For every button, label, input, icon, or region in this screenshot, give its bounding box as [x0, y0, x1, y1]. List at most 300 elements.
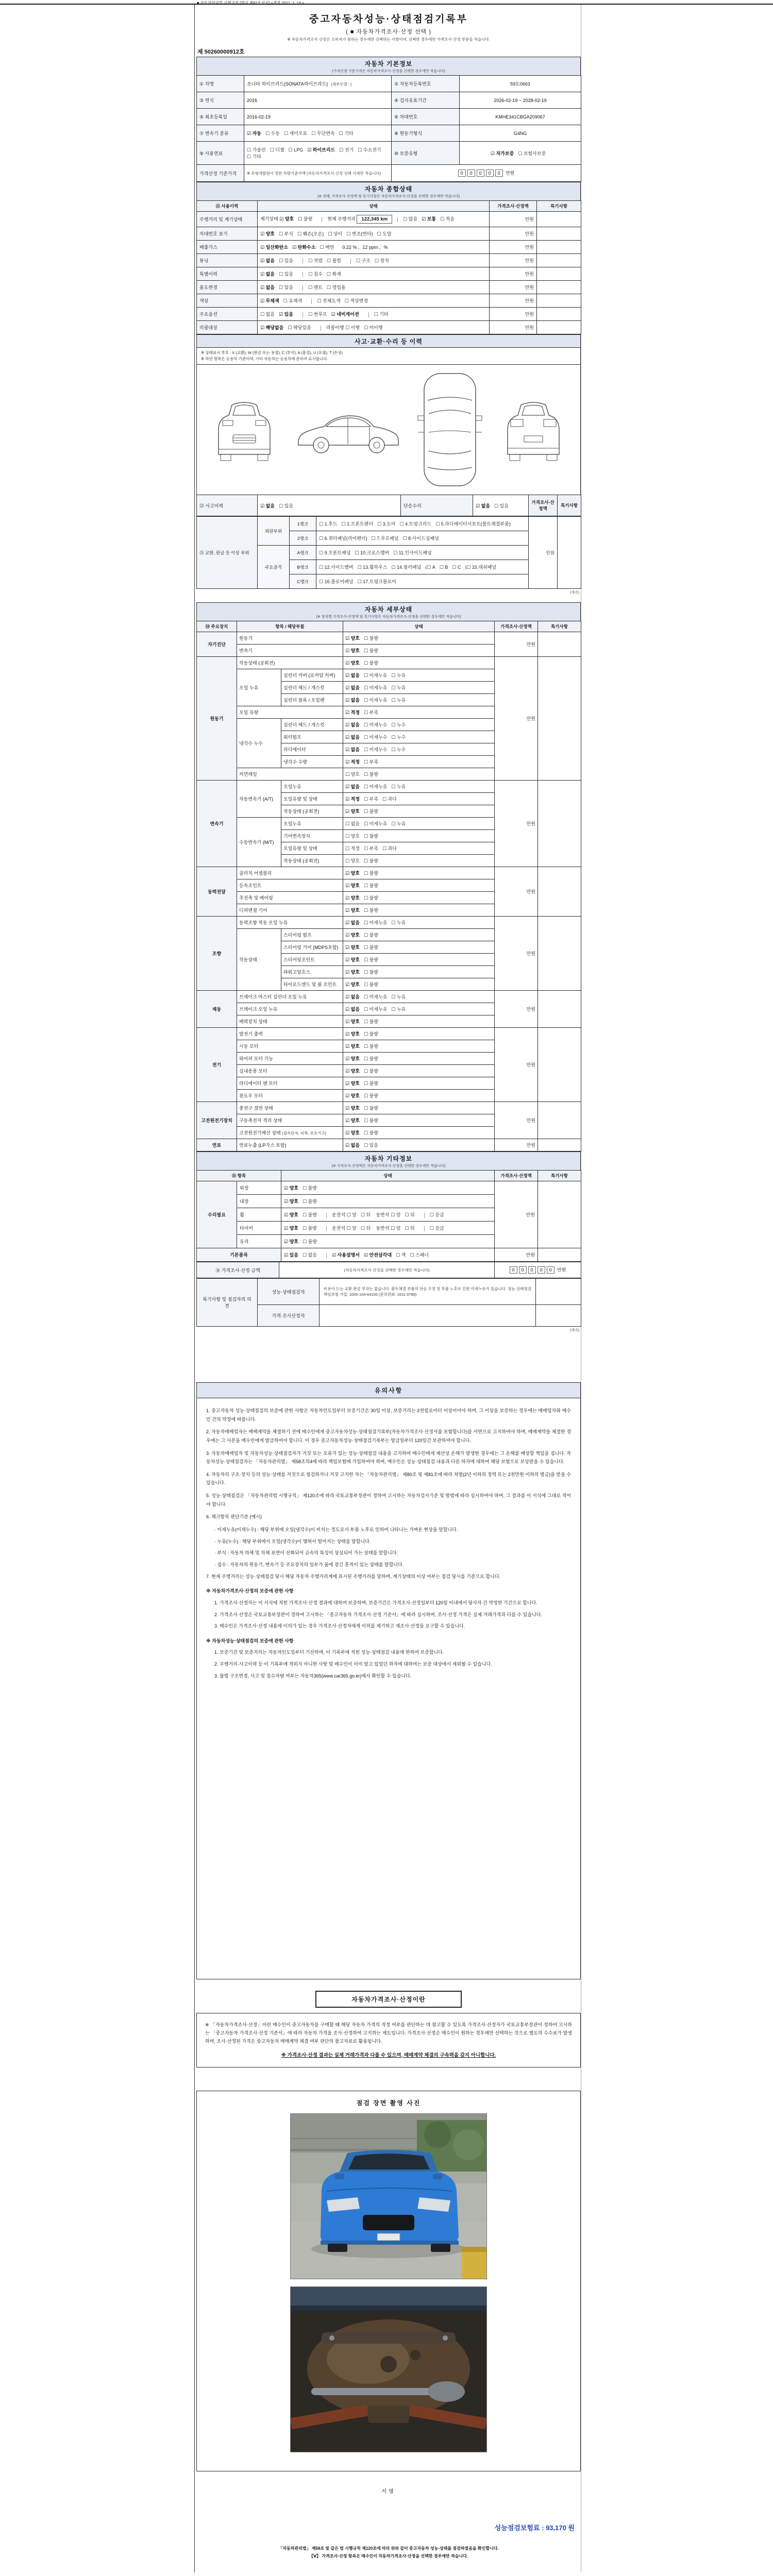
- checkbox-없음[interactable]: ☑ 없음: [345, 735, 360, 740]
- checkbox-많음[interactable]: ☐ 많음: [403, 216, 418, 222]
- checkbox-전기[interactable]: ☐ 전기: [339, 147, 354, 152]
- checkbox-3.도어[interactable]: ☐ 3.도어: [377, 521, 396, 527]
- table-cell: [538, 657, 581, 781]
- insurance-fee-amount: 93,170 원: [546, 2523, 575, 2532]
- text: ⑩ 보증유형: [394, 150, 418, 156]
- checkbox-양호[interactable]: ☑ 양호: [345, 1093, 360, 1098]
- checkbox-불량[interactable]: ☐ 불량: [363, 1106, 378, 1111]
- checkbox-디젤[interactable]: ☐ 디젤: [270, 147, 284, 152]
- checkbox-13.휠하우스[interactable]: ☐ 13.휠하우스: [357, 565, 388, 570]
- checkbox-있음[interactable]: ☐ 있음: [494, 503, 509, 509]
- checkbox-group: [284, 1239, 321, 1244]
- checkbox-적정[interactable]: ☑ 적정: [345, 759, 360, 765]
- divider: [311, 299, 312, 304]
- checkbox-group: [345, 1118, 382, 1123]
- text: 오일누유: [283, 784, 301, 789]
- checkbox-group: [345, 759, 382, 765]
- checkbox-하이브리드[interactable]: ☑ 하이브리드: [307, 147, 335, 152]
- checkbox-사용설명서[interactable]: ☑ 사용설명서: [331, 1252, 360, 1258]
- checkbox-양호[interactable]: ☑ 양호: [345, 636, 360, 641]
- checkbox-없음[interactable]: ☑ 없음: [345, 784, 360, 789]
- table-cell: [281, 941, 343, 954]
- text: 작동상태 (공회전): [283, 858, 320, 863]
- checkbox-앞[interactable]: ☐ 앞: [391, 1226, 401, 1231]
- checkbox-미세누유[interactable]: ☐ 미세누유: [363, 821, 388, 826]
- checkbox-양호[interactable]: ☑ 양호: [345, 970, 360, 975]
- checkbox-안전삼각대[interactable]: ☑ 안전삼각대: [364, 1252, 392, 1258]
- checkbox-양호[interactable]: ☑ 양호: [345, 1056, 360, 1061]
- checkbox-양호[interactable]: ☑ 양호: [284, 1185, 298, 1191]
- col-price: [490, 201, 537, 212]
- checkbox-양호[interactable]: ☑ 양호: [345, 883, 360, 888]
- checkbox-상이[interactable]: ☐ 상이: [328, 231, 343, 236]
- checkbox-썬루프[interactable]: ☐ 썬루프: [308, 312, 327, 317]
- checkbox-적정[interactable]: ☑ 적정: [345, 796, 360, 802]
- column-header: [538, 1171, 581, 1181]
- checkbox-누수[interactable]: ☐ 누수: [391, 722, 406, 727]
- checkbox-양호[interactable]: ☑ 양호: [345, 1044, 360, 1049]
- text: 쏘나타 하이브리드(SONATA하이브리드): [247, 81, 328, 87]
- checkbox-누유[interactable]: ☐ 누유: [391, 821, 406, 826]
- checkbox-없음[interactable]: ☑ 없음: [345, 920, 360, 925]
- checkbox-미세누유[interactable]: ☐ 미세누유: [363, 685, 388, 690]
- checkbox-5.라디에이터서포트(볼트체결부품)[interactable]: ☐ 5.라디에이터서포트(볼트체결부품): [435, 521, 511, 527]
- checkbox-없음[interactable]: ☑ 없음: [345, 673, 360, 678]
- text: 만원: [525, 272, 534, 277]
- checkbox-없음[interactable]: ☑ 없음: [345, 994, 360, 999]
- checkbox-group: [279, 216, 316, 222]
- checkbox-불량[interactable]: ☐ 불량: [302, 1212, 317, 1217]
- table-cell: [281, 954, 343, 966]
- checkbox-응급[interactable]: ☐ 응급: [429, 1212, 444, 1217]
- table-cell: [538, 1028, 581, 1102]
- table-cell: [258, 241, 490, 254]
- checkbox-group: [284, 1252, 321, 1258]
- checkbox-없음[interactable]: ☑ 없음: [345, 747, 360, 752]
- checkbox-양호[interactable]: ☑ 양호: [345, 908, 360, 913]
- checkbox-무채색[interactable]: ☑ 무채색: [260, 298, 279, 303]
- checkbox-양호[interactable]: ☑ 양호: [260, 231, 275, 236]
- checkbox-잭[interactable]: ☐ 잭: [396, 1252, 406, 1258]
- checkbox-양호[interactable]: ☑ 양호: [284, 1212, 298, 1217]
- text: 스티어링 펌프: [283, 933, 312, 938]
- text: 변속기: [239, 648, 253, 653]
- accident-note-2: ※ 하단 항목은 승용차 기준이며, 기타 자동차는 승용차에 준하여 표시합니다.: [201, 357, 328, 361]
- checkbox-수소전기[interactable]: ☐ 수소전기: [358, 147, 381, 152]
- checkbox-적법[interactable]: ☐ 적법: [308, 258, 323, 263]
- checkbox-미세누수[interactable]: ☐ 미세누수: [363, 722, 388, 727]
- checkbox-도말[interactable]: ☐ 도말: [377, 231, 392, 236]
- checkbox-세미오토[interactable]: ☐ 세미오토: [283, 131, 308, 136]
- text: 1랭크: [297, 521, 309, 527]
- checkbox-불량[interactable]: ☐ 불량: [302, 1226, 317, 1231]
- etc-info-table: [196, 1170, 581, 1262]
- checkbox-양호[interactable]: ☑ 양호: [345, 933, 360, 938]
- text: 연료누출 (LP가스 포함): [239, 1143, 287, 1148]
- checkbox-해당없음[interactable]: ☑ 해당없음: [260, 325, 284, 330]
- checkbox-탄화수소[interactable]: ☑ 탄화수소: [292, 245, 316, 250]
- checkbox-불량[interactable]: ☐ 불량: [363, 1044, 378, 1049]
- checkbox-있음[interactable]: ☑ 있음: [278, 312, 293, 317]
- checkbox-불량[interactable]: ☐ 불량: [298, 216, 313, 222]
- table-cell: [237, 657, 343, 669]
- checkbox-누유[interactable]: ☐ 누유: [391, 994, 406, 999]
- checkbox-기타[interactable]: ☐ 기타: [374, 312, 389, 317]
- checkbox-12.사이드멤버[interactable]: ☐ 12.사이드멤버: [319, 565, 354, 570]
- checkbox-양호[interactable]: ☑ 양호: [345, 1118, 360, 1123]
- checkbox-미세누유[interactable]: ☐ 미세누유: [363, 673, 388, 678]
- checkbox-누유[interactable]: ☐ 누유: [391, 1007, 406, 1012]
- checkbox-14.필러패널[interactable]: ☐ 14.필러패널: [391, 565, 422, 570]
- digit-box: 0: [537, 1266, 545, 1274]
- table-cell: [258, 254, 490, 267]
- checkbox-불량[interactable]: ☐ 불량: [363, 945, 378, 950]
- checkbox-전체도색[interactable]: ☐ 전체도색: [317, 298, 341, 303]
- checkbox-장치[interactable]: ☐ 장치: [374, 258, 389, 263]
- checkbox-불량[interactable]: ☐ 불량: [363, 660, 378, 666]
- text: 주행거리 및 계기상태: [199, 217, 243, 222]
- checkbox-없음[interactable]: ☑ 없음: [345, 1007, 360, 1012]
- checkbox-적음[interactable]: ☐ 적음: [440, 216, 455, 222]
- checkbox-2.프론트펜더[interactable]: ☐ 2.프론트펜더: [341, 521, 374, 527]
- text: 만원: [525, 231, 534, 236]
- checkbox-렌트[interactable]: ☐ 렌트: [308, 285, 323, 290]
- opinion-table: [196, 1278, 581, 1327]
- checkbox-누유[interactable]: ☐ 누유: [391, 920, 406, 925]
- text: 윈도우 모터: [239, 1093, 263, 1098]
- table-cell: [343, 1090, 495, 1102]
- basic-info-table: [196, 75, 581, 182]
- checkbox-양호[interactable]: ☑ 양호: [345, 1019, 360, 1024]
- checkbox-양호[interactable]: ☑ 양호: [284, 1226, 298, 1231]
- checkbox-양호[interactable]: ☑ 양호: [345, 1031, 360, 1037]
- checkbox-불량[interactable]: ☐ 불량: [363, 908, 378, 913]
- checkbox-불량[interactable]: ☐ 불량: [363, 895, 378, 901]
- group-outer-panel: [258, 517, 290, 546]
- checkbox-불량[interactable]: ☐ 불량: [363, 1118, 378, 1123]
- checkbox-불량[interactable]: ☐ 불량: [363, 982, 378, 987]
- row-panel-repair: [197, 517, 258, 589]
- checkbox-미이행[interactable]: ☐ 미이행: [363, 325, 383, 330]
- checkbox-불량[interactable]: ☐ 불량: [363, 1019, 378, 1024]
- checkbox-부족[interactable]: ☐ 부족: [363, 759, 378, 765]
- checkbox-누유[interactable]: ☐ 누유: [391, 698, 406, 703]
- checkbox-미세누유[interactable]: ☐ 미세누유: [363, 698, 388, 703]
- checkbox-불량[interactable]: ☐ 불량: [363, 957, 378, 962]
- checkbox-양호[interactable]: ☐ 양호: [345, 772, 360, 777]
- checkbox-양호[interactable]: ☐ 양호: [345, 834, 360, 839]
- text: 오일누유: [283, 821, 301, 826]
- table-cell: [237, 1102, 343, 1114]
- checkbox-없음[interactable]: ☐ 없음: [345, 821, 360, 826]
- checkbox-있음[interactable]: ☑ 있음: [284, 1252, 298, 1258]
- checkbox-자가보증[interactable]: ☑ 자가보증: [490, 150, 514, 156]
- checkbox-양호[interactable]: ☑ 양호: [345, 1130, 360, 1136]
- table-cell: [290, 531, 316, 546]
- checkbox-변조(변타)[interactable]: ☐ 변조(변타): [346, 231, 373, 236]
- checkbox-group: [345, 945, 382, 950]
- text: ⑥ 차대번호: [394, 114, 418, 120]
- checkbox-불량[interactable]: ☐ 불량: [363, 1081, 378, 1086]
- checkbox-없음[interactable]: ☑ 없음: [345, 698, 360, 703]
- table-cell: [281, 818, 343, 830]
- checkbox-누유[interactable]: ☐ 누유: [391, 784, 406, 789]
- table-cell: [529, 517, 558, 589]
- checkbox-A[interactable]: ☐ A: [427, 565, 435, 570]
- text: 현재 주행거리: [327, 216, 357, 222]
- label-inspection-period: [392, 92, 460, 109]
- text: 가격조사·산정액: [500, 1173, 532, 1178]
- label-fuel: [197, 142, 244, 165]
- checkbox-양호[interactable]: ☐ 양호: [345, 858, 360, 863]
- checkbox-1.후드[interactable]: ☐ 1.후드: [319, 521, 338, 527]
- table-cell: [343, 1028, 495, 1040]
- checkbox-있음[interactable]: ☐ 있음: [363, 1143, 378, 1148]
- checkbox-8.사이드실패널[interactable]: ☐ 8.사이드실패널: [402, 536, 439, 541]
- checkbox-group: [391, 1212, 419, 1217]
- notice-paragraph: · 침수 : 자동차의 원동기, 변속기 등 주요장치의 일부가 물에 잠긴 흔적이 있는 상태를 말합니다.: [214, 1562, 404, 1567]
- checkbox-group: [260, 298, 306, 303]
- checkbox-누유[interactable]: ☐ 누유: [391, 673, 406, 678]
- checkbox-보통[interactable]: ☑ 보통: [422, 216, 436, 222]
- checkbox-11.인사이드패널[interactable]: ☐ 11.인사이드패널: [393, 550, 432, 555]
- checkbox-불량[interactable]: ☐ 불량: [363, 1031, 378, 1037]
- checkbox-16.플로어패널[interactable]: ☐ 16.플로어패널: [319, 579, 354, 584]
- checkbox-있음[interactable]: ☐ 있음: [278, 503, 293, 509]
- checkbox-부족[interactable]: ☐ 부족: [363, 710, 378, 715]
- checkbox-이행[interactable]: ☐ 이행: [345, 325, 360, 330]
- text: 만원: [526, 821, 536, 826]
- table-cell: [237, 991, 343, 1003]
- checkbox-없음[interactable]: ☐ 없음: [260, 312, 275, 317]
- checkbox-B[interactable]: ☐ B: [439, 565, 448, 570]
- checkbox-양호[interactable]: ☑ 양호: [345, 660, 360, 666]
- checkbox-부족[interactable]: ☐ 부족: [363, 796, 378, 802]
- checkbox-7.루프패널[interactable]: ☐ 7.루프패널: [371, 536, 399, 541]
- checkbox-뒤[interactable]: ☐ 뒤: [405, 1226, 415, 1231]
- checkbox-양호[interactable]: ☑ 양호: [279, 216, 294, 222]
- checkbox-누수[interactable]: ☐ 누수: [391, 747, 406, 752]
- checkbox-일산화탄소[interactable]: ☑ 일산화탄소: [260, 245, 289, 250]
- checkbox-기타[interactable]: ☐ 기타: [339, 131, 354, 136]
- checkbox-화재[interactable]: ☐ 화재: [326, 272, 341, 277]
- text: 12 ppm ,: [362, 245, 381, 250]
- checkbox-group: [345, 1056, 382, 1061]
- inspection-photo-underbody: [290, 2286, 487, 2452]
- text: 실린더 헤드 / 개스킷: [283, 685, 325, 690]
- checkbox-매연[interactable]: ☐ 매연: [320, 245, 334, 250]
- checkbox-침수[interactable]: ☐ 침수: [308, 272, 323, 277]
- checkbox-불량[interactable]: ☐ 불량: [363, 772, 378, 777]
- checkbox-불량[interactable]: ☐ 불량: [363, 1069, 378, 1074]
- checkbox-9.프론트패널[interactable]: ☐ 9.프론트패널: [319, 550, 351, 555]
- checkbox-불량[interactable]: ☐ 불량: [363, 648, 378, 653]
- checkbox-없음[interactable]: ☐ 없음: [302, 1252, 317, 1258]
- checkbox-뒤[interactable]: ☐ 뒤: [405, 1212, 415, 1217]
- checkbox-기타[interactable]: ☐ 기타: [247, 154, 261, 159]
- checkbox-양호[interactable]: ☑ 양호: [345, 957, 360, 962]
- table-cell: [343, 991, 495, 1003]
- appraisal-amount-table: [196, 1262, 581, 1278]
- table-cell: [343, 917, 495, 929]
- checkbox-양호[interactable]: ☑ 양호: [345, 1069, 360, 1074]
- text: ⑭ 주요장치: [205, 624, 228, 629]
- table-cell: [281, 793, 343, 805]
- checkbox-네비게이션[interactable]: ☑ 네비게이션: [331, 312, 359, 317]
- checkbox-미세누유[interactable]: ☐ 미세누유: [363, 784, 388, 789]
- checkbox-불량[interactable]: ☐ 불량: [363, 933, 378, 938]
- checkbox-불법[interactable]: ☐ 불법: [326, 258, 341, 263]
- checkbox-과다[interactable]: ☐ 과다: [382, 846, 397, 851]
- table-cell: [537, 212, 581, 227]
- checkbox-양호[interactable]: ☑ 양호: [284, 1239, 298, 1244]
- checkbox-group: [356, 258, 393, 263]
- checkbox-부식[interactable]: ☐ 부식: [278, 231, 293, 236]
- checkbox-불량[interactable]: ☐ 불량: [363, 871, 378, 876]
- table-cell: [490, 281, 537, 294]
- checkbox-group: [345, 735, 410, 740]
- text: 가격조사·산정액: [497, 204, 529, 209]
- checkbox-10.크로스멤버[interactable]: ☐ 10.크로스멤버: [355, 550, 390, 555]
- value-vin: [460, 109, 581, 125]
- table-cell: [343, 706, 495, 719]
- checkbox-보험사보증[interactable]: ☐ 보험사보증: [518, 150, 546, 156]
- checkbox-양호[interactable]: ☑ 양호: [345, 1106, 360, 1111]
- checkbox-무단변속[interactable]: ☐ 무단변속: [311, 131, 335, 136]
- checkbox-유채색[interactable]: ☐ 유채색: [283, 298, 303, 303]
- checkbox-group: [345, 772, 382, 777]
- checkbox-적정[interactable]: ☑ 적정: [345, 710, 360, 715]
- checkbox-미세누유[interactable]: ☐ 미세누유: [363, 1007, 388, 1012]
- checkbox-불량[interactable]: ☐ 불량: [363, 636, 378, 641]
- checkbox-미세누수[interactable]: ☐ 미세누수: [363, 747, 388, 752]
- checkbox-없음[interactable]: ☑ 없음: [260, 285, 275, 290]
- text: ⑯ 가격조사·산정 금액: [215, 1267, 260, 1273]
- section-detail-header: [196, 602, 581, 621]
- checkbox-양호[interactable]: ☑ 양호: [345, 945, 360, 950]
- text: A랭크: [297, 550, 309, 555]
- checkbox-있음[interactable]: ☐ 있음: [278, 272, 293, 277]
- legal-footer-line1: 「자동차관리법」 제58조 및 같은 법 시행규칙 제120조에 따라 위와 같이 중고자동차 성능·상태를 점검하였음을 확인합니다.: [278, 2546, 499, 2551]
- table-cell: [281, 805, 343, 818]
- checkbox-불량[interactable]: ☐ 불량: [302, 1199, 317, 1204]
- checkbox-해당있음[interactable]: ☐ 해당있음: [288, 325, 311, 330]
- checkbox-6.쿼터패널(리어펜더)[interactable]: ☐ 6.쿼터패널(리어펜더): [319, 536, 367, 541]
- checkbox-없음[interactable]: ☑ 없음: [476, 503, 490, 509]
- checkbox-스패너[interactable]: ☐ 스패너: [410, 1252, 429, 1258]
- value-first-registration: [244, 109, 392, 125]
- checkbox-앞[interactable]: ☐ 앞: [346, 1212, 357, 1217]
- checkbox-양호[interactable]: ☑ 양호: [345, 1081, 360, 1086]
- checkbox-불량[interactable]: ☐ 불량: [363, 883, 378, 888]
- checkbox-있음[interactable]: ☐ 있음: [278, 258, 293, 263]
- notice-paragraph: · 미세누유(미세누수) : 해당 부위에 오일(냉각수)이 비치는 정도로서 부품 노후로 인하여 나타나는 가벼운 현상을 말합니다.: [214, 1527, 458, 1533]
- checkbox-없음[interactable]: ☑ 없음: [260, 272, 275, 277]
- value-appraiser-opinion: [320, 1305, 536, 1327]
- checkbox-불량[interactable]: ☐ 불량: [363, 1130, 378, 1136]
- checkbox-불량[interactable]: ☐ 불량: [363, 858, 378, 863]
- checkbox-없음[interactable]: ☑ 없음: [345, 1143, 360, 1148]
- checkbox-자동[interactable]: ☑ 자동: [247, 131, 261, 136]
- text: 배출가스: [199, 245, 217, 250]
- checkbox-불량[interactable]: ☐ 불량: [363, 809, 378, 814]
- checkbox-group: [308, 285, 350, 290]
- text: 등속조인트: [239, 883, 262, 888]
- text: 2랭크: [297, 535, 309, 541]
- checkbox-뒤[interactable]: ☐ 뒤: [360, 1226, 371, 1231]
- checkbox-과다[interactable]: ☐ 과다: [382, 796, 397, 802]
- checkbox-뒤[interactable]: ☐ 뒤: [360, 1212, 371, 1217]
- checkbox-없음[interactable]: ☑ 없음: [260, 258, 275, 263]
- checkbox-양호[interactable]: ☑ 양호: [284, 1199, 298, 1204]
- checkbox-양호[interactable]: ☑ 양호: [345, 982, 360, 987]
- checkbox-앞[interactable]: ☐ 앞: [346, 1226, 357, 1231]
- section-comprehensive-note: (※ 상태, 가격조사·산정액 및 특기사항은 자동차가격조사·산정을 선택한 경우에만 적습니다): [317, 195, 460, 198]
- checkbox-17.트렁크플로어[interactable]: ☐ 17.트렁크플로어: [357, 579, 396, 584]
- checkbox-4.트렁크리드[interactable]: ☐ 4.트렁크리드: [399, 521, 432, 527]
- checkbox-양호[interactable]: ☑ 양호: [345, 809, 360, 814]
- checkbox-불량[interactable]: ☐ 불량: [363, 1093, 378, 1098]
- checkbox-미세누유[interactable]: ☐ 미세누유: [363, 920, 388, 925]
- checkbox-없음[interactable]: ☑ 없음: [260, 503, 275, 509]
- checkbox-영업용[interactable]: ☐ 영업용: [326, 285, 346, 290]
- table-cell: [197, 657, 237, 781]
- checkbox-적정[interactable]: ☐ 적정: [345, 846, 360, 851]
- checkbox-불량[interactable]: ☐ 불량: [302, 1185, 317, 1191]
- table-cell: [343, 1114, 495, 1127]
- table-cell: [343, 1139, 495, 1151]
- checkbox-앞[interactable]: ☐ 앞: [391, 1212, 401, 1217]
- checkbox-불량[interactable]: ☐ 불량: [363, 834, 378, 839]
- checkbox-15.대쉬패널[interactable]: ☐ 15.대쉬패널: [466, 565, 497, 570]
- checkbox-누수[interactable]: ☐ 누수: [391, 735, 406, 740]
- checkbox-불량[interactable]: ☐ 불량: [363, 970, 378, 975]
- checkbox-group: [345, 747, 410, 752]
- checkbox-LPG[interactable]: ☐ LPG: [288, 147, 304, 152]
- checkbox-없음[interactable]: ☑ 없음: [345, 685, 360, 690]
- checkbox-부족[interactable]: ☐ 부족: [363, 846, 378, 851]
- checkbox-미세누유[interactable]: ☐ 미세누유: [363, 994, 388, 999]
- checkbox-양호[interactable]: ☑ 양호: [345, 871, 360, 876]
- text: ⑫ 사고이력: [199, 503, 224, 509]
- digit-box: 0: [519, 1266, 527, 1274]
- table-cell: [237, 1090, 343, 1102]
- checkbox-훼손(오손)[interactable]: ☐ 훼손(오손): [297, 231, 324, 236]
- table-cell: [197, 632, 237, 657]
- text: 원동기: [239, 636, 253, 641]
- checkbox-미세누수[interactable]: ☐ 미세누수: [363, 735, 388, 740]
- checkbox-응급[interactable]: ☐ 응급: [429, 1226, 444, 1231]
- checkbox-group: [345, 920, 410, 925]
- checkbox-수동[interactable]: ☐ 수동: [265, 131, 280, 136]
- checkbox-양호[interactable]: ☑ 양호: [345, 648, 360, 653]
- checkbox-없음[interactable]: ☑ 없음: [345, 722, 360, 727]
- checkbox-불량[interactable]: ☐ 불량: [363, 1056, 378, 1061]
- text: 와이퍼 모터 기능: [239, 1056, 273, 1061]
- checkbox-색상변경[interactable]: ☐ 색상변경: [344, 298, 368, 303]
- checkbox-불량[interactable]: ☐ 불량: [302, 1239, 317, 1244]
- checkbox-가솔린[interactable]: ☐ 가솔린: [247, 147, 266, 152]
- column-header: [281, 1171, 495, 1181]
- checkbox-C[interactable]: ☐ C: [452, 565, 461, 570]
- checkbox-구조[interactable]: ☐ 구조: [356, 258, 371, 263]
- checkbox-누유[interactable]: ☐ 누유: [391, 685, 406, 690]
- checkbox-양호[interactable]: ☑ 양호: [345, 895, 360, 901]
- checkbox-있음[interactable]: ☐ 있음: [278, 285, 293, 290]
- text: 실린더 커버 (로커암 커버): [283, 673, 335, 678]
- text: 만원: [525, 217, 534, 222]
- checkbox-group: [345, 1093, 382, 1098]
